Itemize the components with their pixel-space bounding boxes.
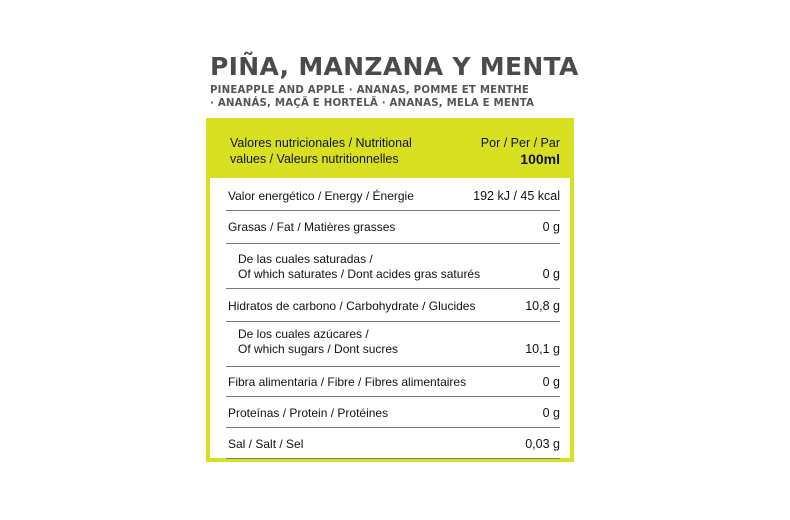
row-value: 0 g [542,267,560,281]
table-row-carbohydrate [226,289,560,322]
row-label-line2: Of which sugars / Dont sucres [238,342,399,356]
table-row-saturates [226,244,560,289]
product-title: PIÑA, MANZANA Y MENTA [210,52,579,81]
header-label-line2: values / Valeurs nutritionnelles [230,152,399,166]
row-value: 192 kJ / 45 kcal [473,189,560,203]
product-subtitle-line1: PINEAPPLE AND APPLE · ANANAS, POMME ET MENTHE [210,85,530,96]
table-row-sugars [226,322,560,367]
row-value: 0 g [542,406,560,420]
table-row-fat [226,211,560,244]
row-label: Fibra alimentaria / Fibre / Fibres alimentaires [228,375,467,389]
row-label: Valor energético / Energy / Énergie [228,189,414,203]
row-value: 10,8 g [525,299,560,313]
nutrition-table [206,118,574,462]
table-row-fibre [226,367,560,397]
row-label-line1: De las cuales saturadas / [238,252,373,266]
row-label: Proteínas / Protein / Protéines [228,406,389,420]
row-label-line2: Of which saturates / Dont acides gras saturés [238,267,481,281]
header-per-unit [481,135,560,167]
nutrition-table-header [210,122,570,178]
header-label-line1: Valores nutricionales / Nutritional [230,136,412,150]
row-value: 0,03 g [525,437,560,451]
header-per-line2: 100ml [520,151,560,167]
table-row-energy [226,178,560,211]
row-value: 0 g [542,375,560,389]
table-row-salt [226,428,560,459]
product-subtitle-line2: · ANANÁS, MAÇÃ E HORTELÃ · ANANAS, MELA E MENTA [210,98,535,109]
row-label: Grasas / Fat / Matières grasses [228,220,396,234]
table-row-protein [226,397,560,428]
header-label [230,135,412,167]
row-value: 10,1 g [525,342,560,356]
header-per-line1: Por / Per / Par [480,136,560,150]
row-label: Sal / Salt / Sel [228,437,304,451]
row-label-line1: De los cuales azúcares / [238,327,369,341]
row-label: Hidratos de carbono / Carbohydrate / Glucides [228,299,476,313]
row-value: 0 g [542,220,560,234]
